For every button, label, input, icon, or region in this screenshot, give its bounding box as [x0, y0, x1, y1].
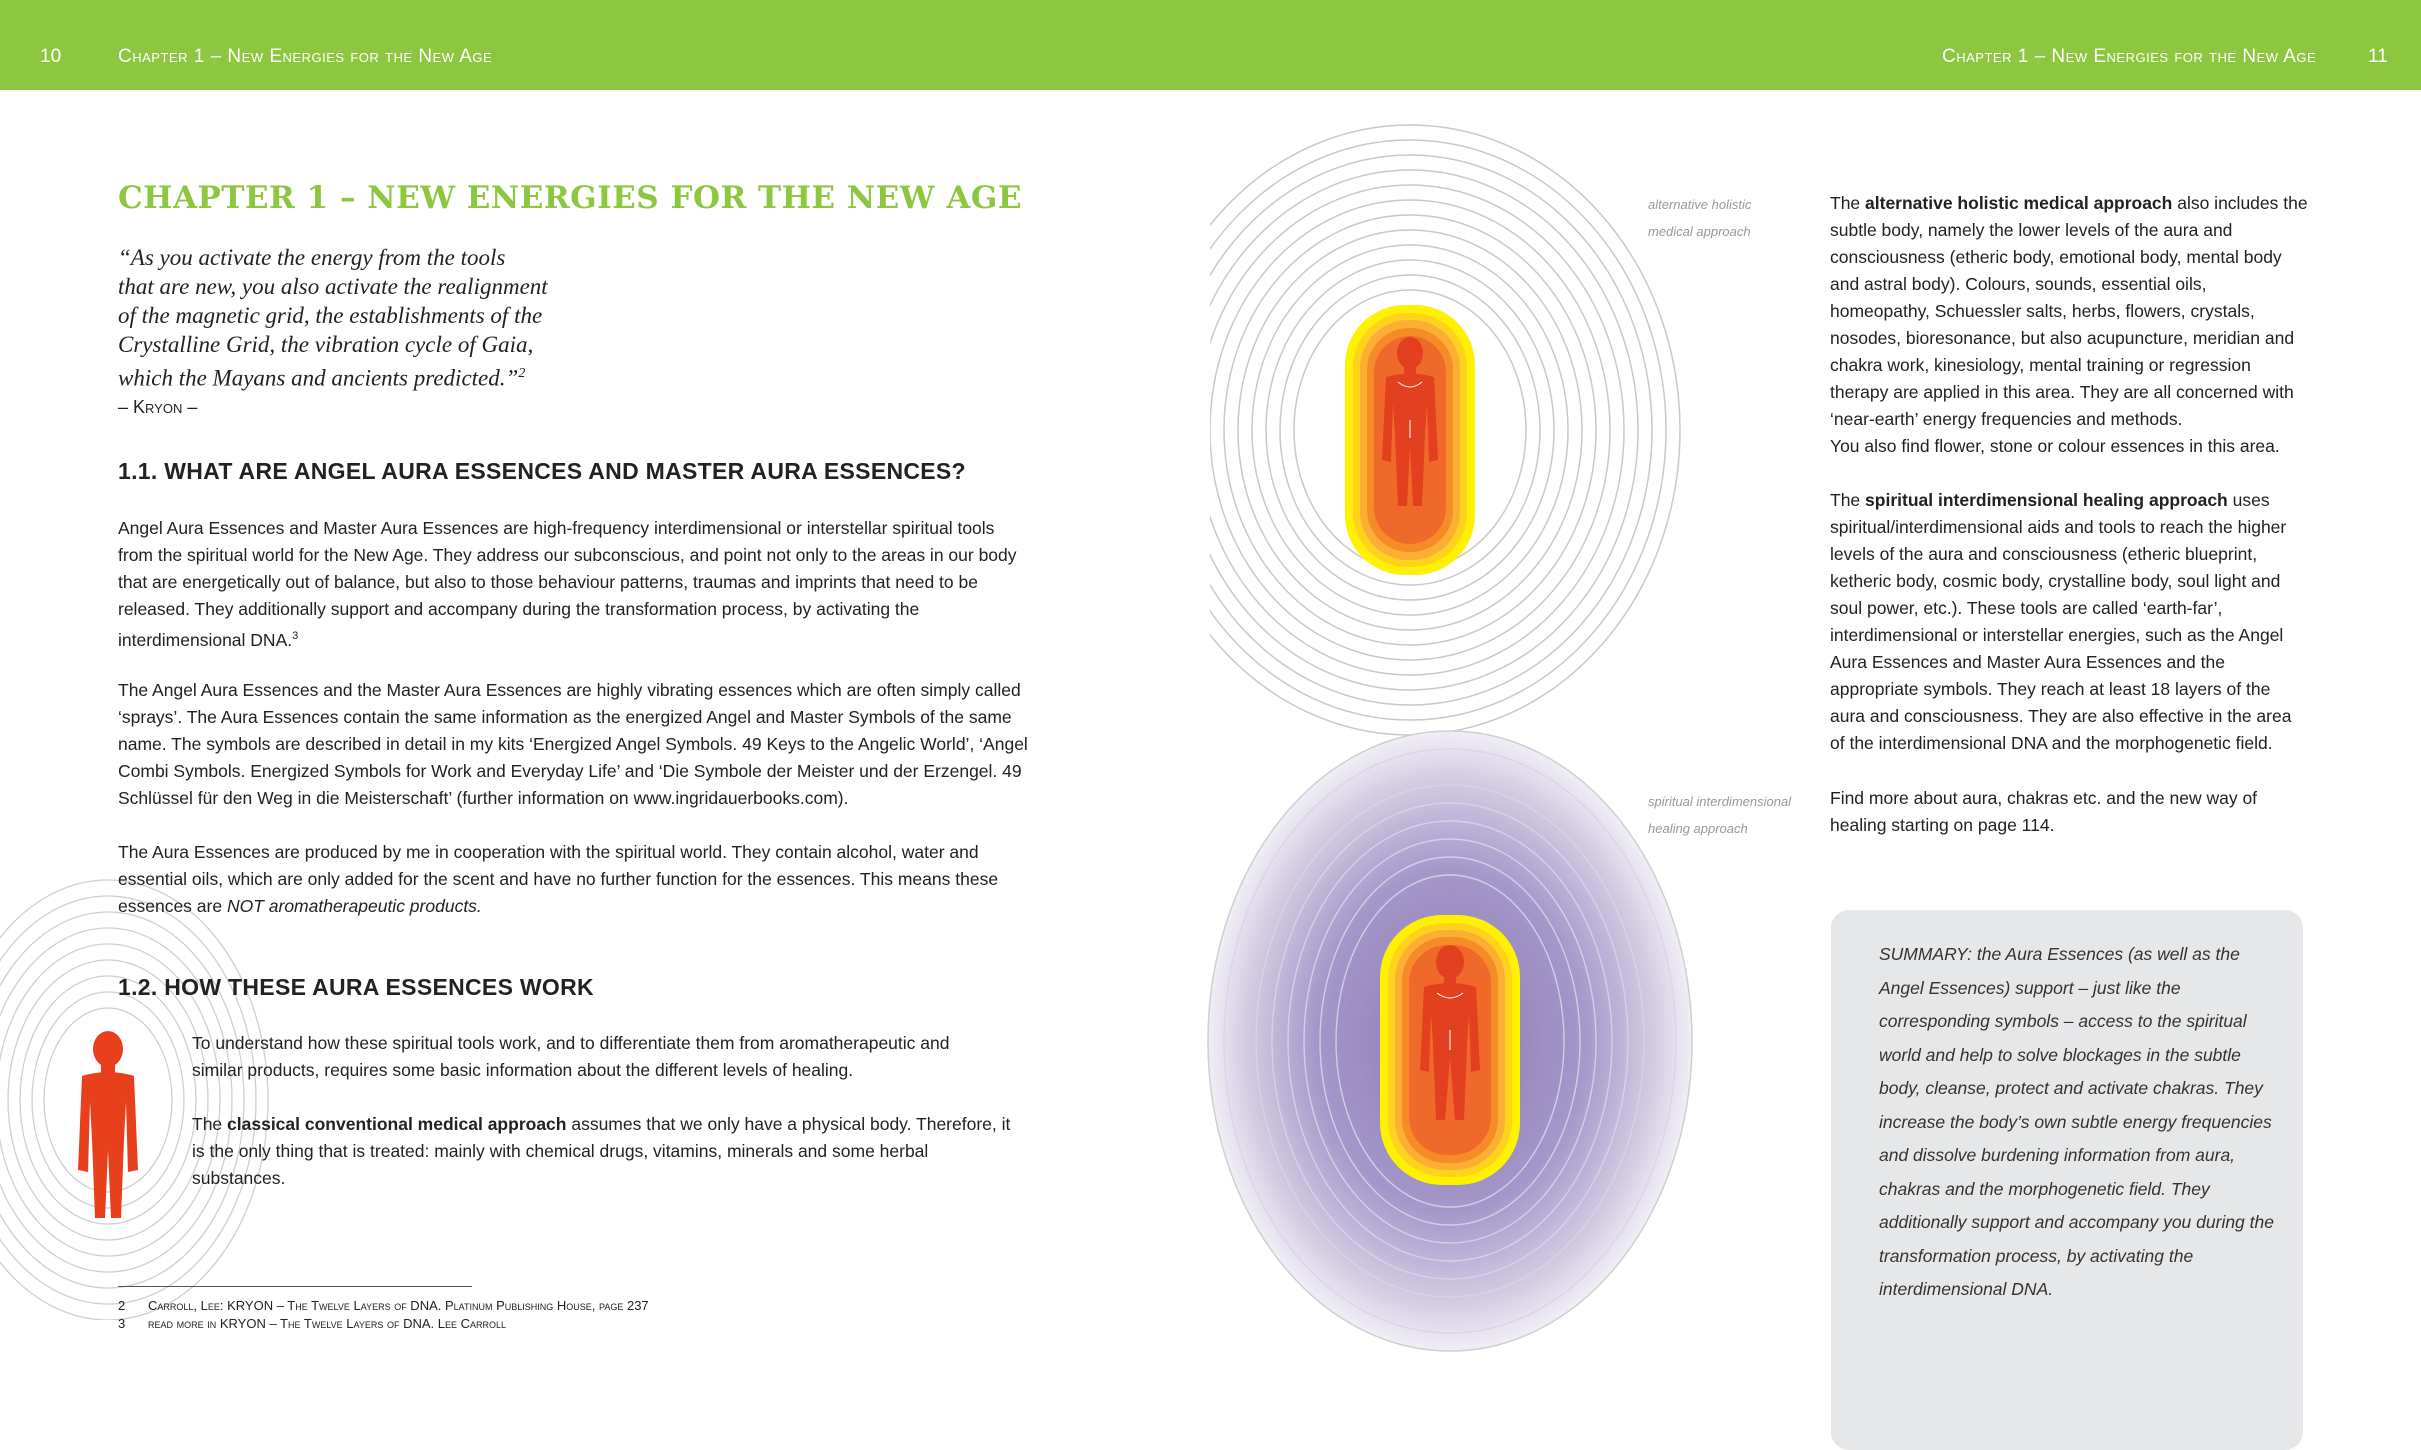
footnote-divider — [118, 1286, 472, 1287]
footnote: 3 read more in KRYON – The Twelve Layers of DNA. Lee Carroll — [118, 1316, 506, 1331]
left-page-number: 10 — [40, 46, 62, 67]
holistic-approach-paragraph: The alternative holistic medical approach also includes the subtle body, namely the lower levels of the aura and consciousness (etheric body, emotional body, mental body and astral body). Colours, sounds, essential oils, homeopathy, Schuessler salts, herbs, flowers, crystals, nosodes, bioresonance, but also acupuncture, meridian and chakra work, kinesiology, mental training or regression therapy are applied in this area. They are all concerned with ‘near-earth’ energy frequencies and methods. You also find flower, stone or colour essences in this area. — [1830, 193, 2308, 456]
human-figure-icon — [78, 1031, 138, 1218]
right-page-number: 11 — [2368, 46, 2388, 67]
spiritual-approach-paragraph: The spiritual interdimensional healing approach uses spiritual/interdimensional aids and tools to reach the higher levels of the aura and consciousness (etheric blueprint, ketheric body, cosmic body, crystalline body, soul light and soul power, etc.). These tools are called ‘earth-far’, interdimensional or interstellar energies, such as the Angel Aura Essences and Master Aura Essences and the appropriate symbols. They reach at least 18 layers of the aura and consciousness. They are also effective in the area of the interdimensional DNA and the morphogenetic field. — [1830, 490, 2292, 753]
header-bar — [0, 0, 2421, 90]
section-1-1-paragraph-1: Angel Aura Essences and Master Aura Essences are high-frequency interdimensional or interstellar spiritual tools from the spiritual world for the New Age. They address our subconscious, and point not only to the areas in our body that are energetically out of balance, but also to those behaviour patterns, traumas and imprints that need to be released. They additionally support and accompany during the transformation process, by activating the interdimensional DNA.$^3$ — [118, 518, 1017, 650]
footnote: 2 Carroll, Lee: KRYON – The Twelve Layers of DNA. Platinum Publishing House, page 237 — [118, 1298, 649, 1313]
holistic-aura-illustration — [1210, 120, 1690, 740]
quote-line: Crystalline Grid, the vibration cycle of Gaia, — [118, 332, 534, 357]
section-1-2-paragraph-1: To understand how these spiritual tools work, and to differentiate them from aromatherapeutic and similar products, requires some basic information about the different levels of healing. — [192, 1033, 950, 1080]
right-running-title: Chapter 1 – New Energies for the New Age — [1942, 46, 2317, 67]
section-1-2-paragraph-2: The classical conventional medical approach assumes that we only have a physical body. Therefore, it is the only thing that is treated: mainly with chemical drugs, vitamins, minerals and some herbal substances. — [192, 1114, 1011, 1188]
spiritual-aura-illustration — [1205, 725, 1695, 1355]
chapter-title: CHAPTER 1 – NEW ENERGIES FOR THE NEW AGE — [118, 180, 1023, 216]
quote-line: “As you activate the energy from the tools — [118, 245, 506, 270]
kryon-quote — [118, 243, 638, 393]
section-1-1-paragraph-3: The Aura Essences are produced by me in cooperation with the spiritual world. They contain alcohol, water and essential oils, which are only added for the scent and have no further function for the essences. This means these essences are NOT aromatherapeutic products. — [118, 842, 999, 916]
section-1-1-heading: 1.1. WHAT ARE ANGEL AURA ESSENCES AND MASTER AURA ESSENCES? — [118, 458, 966, 484]
quote-author: – Kryon – — [118, 397, 198, 417]
summary-text: SUMMARY: the Aura Essences (as well as the Angel Essences) support – just like the corresponding symbols – access to the spiritual world and help to solve blockages in the subtle body, cleanse, protect and activate chakras. They increase the body’s own subtle energy frequencies and dissolve burdening information from aura, chakras and the morphogenetic field. They additionally support and accompany you during the transformation process, by activating the interdimensional DNA. — [1879, 944, 2274, 1299]
footnote-ref: 3 — [292, 630, 299, 642]
quote-line: that are new, you also activate the realignment — [118, 274, 548, 299]
more-info-paragraph: Find more about aura, chakras etc. and the new way of healing starting on page 114. — [1830, 788, 2258, 835]
left-running-title: Chapter 1 – New Energies for the New Age — [118, 46, 493, 67]
quote-line: of the magnetic grid, the establishments of the — [118, 303, 543, 328]
quote-line: which the Mayans and ancients predicted.”$^2$ — [118, 365, 526, 391]
footnote-ref: 2 — [518, 366, 526, 381]
section-1-2-heading: 1.2. HOW THESE AURA ESSENCES WORK — [118, 974, 594, 1000]
section-1-1-paragraph-2: The Angel Aura Essences and the Master Aura Essences are highly vibrating essences which are often simply called ‘sprays’. The Aura Essences contain the same information as the energized Angel and Master Symbols of the same name. The symbols are described in detail in my kits ‘Energized Angel Symbols. 49 Keys to the Angelic World’, ‘Angel Combi Symbols. Energized Symbols for Work and Everyday Life’ and ‘Die Symbole der Meister und der Erzengel. 49 Schlüssel für den Weg in die Meisterschaft’ (further information on www.ingridauerbooks.com). — [118, 680, 1028, 808]
holistic-side-label: alternative holistic medical approach — [1648, 197, 1752, 239]
spiritual-side-label: spiritual interdimensional healing approach — [1648, 794, 1792, 836]
